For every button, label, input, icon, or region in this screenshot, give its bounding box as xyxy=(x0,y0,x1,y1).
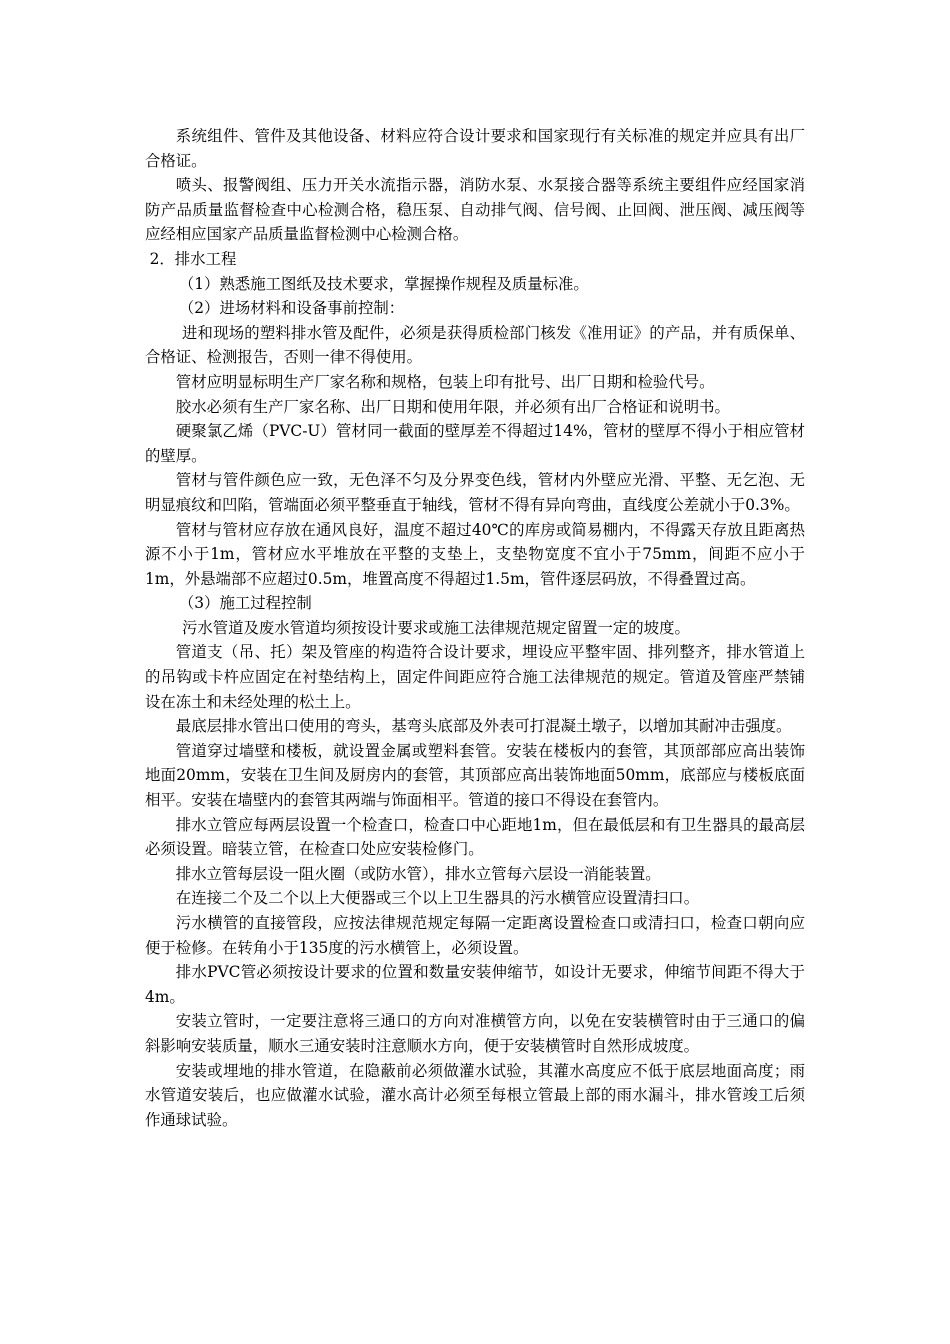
paragraph-fire-product-inspection: 喷头、报警阀组、压力开关水流指示器，消防水泵、水泵接合器等系统主要组件应经国家消防产品质量监督检查中心检测合格，稳压泵、自动排气阀、信号阀、止回阀、泄压阀、减压阀等应经相应国家产品质量监督检测中心检测合格。 xyxy=(145,176,805,244)
paragraph-pipe-storage: 管材与管材应存放在通风良好，温度不超过40℃的库房或简易棚内，不得露天存放且距离热源不小于1m，管材应水平堆放在平整的支垫上，支垫物宽度不宜小于75mm，间距不应小于1m，外悬端部不应超过0.5m，堆置高度不得超过1.5m，管件逐层码放，不得叠置过高。 xyxy=(145,520,805,588)
paragraph-pipe-appearance: 管材与管件颜色应一致，无色泽不匀及分界变色线，管材内外壁应光滑、平整、无乞泡、无明显痕纹和凹陷，管端面必须平整垂直于轴线，管材不得有异向弯曲，直线度公差就小于0.3%。 xyxy=(145,471,805,514)
paragraph-inspection-port: 排水立管应每两层设置一个检查口，检查口中心距地1m，但在最低层和有卫生器具的最高层必须设置。暗装立管，在检查口处应安装检修门。 xyxy=(145,815,805,859)
paragraph-pvc-wall-thickness: 硬聚氯乙烯（PVC-U）管材同一截面的壁厚差不得超过14%，管材的壁厚不得小于相应管材的壁厚。 xyxy=(145,422,805,465)
paragraph-sleeves: 管道穿过墙壁和楼板，就设置金属或塑料套管。安装在楼板内的套管，其顶部部应高出装饰地面20mm，安装在卫生间及厨房内的套管，其顶部应高出装饰地面50mm，底部应与楼板底面相平。安装在墙壁内的套管其两端与饰面相平。管道的接口不得设在套管内。 xyxy=(145,741,805,810)
paragraph-riser-install: 安装立管时，一定要注意将三通口的方向对准横管方向，以免在安装横管时由于三通口的偏斜影响安装质量，顺水三通安装时注意顺水方向，便于安装横管时自然形成坡度。 xyxy=(145,1012,805,1055)
subheading-process-control: （3）施工过程控制 xyxy=(178,594,312,613)
subheading-material-control: （2）进场材料和设备事前控制： xyxy=(178,299,405,318)
paragraph-cleanout: 在连接二个及二个以上大便器或三个以上卫生器具的污水横管应设置清扫口。 xyxy=(175,889,700,908)
paragraph-component-certificate: 系统组件、管件及其他设备、材料应符合设计要求和国家现行有关标准的规定并应具有出厂合格证。 xyxy=(145,127,805,170)
paragraph-expansion-joint: 排水PVC管必须按设计要求的位置和数量安装伸缩节，如设计无要求，伸缩节间距不得大于4m。 xyxy=(145,963,805,1006)
paragraph-slope: 污水管道及废水管道均须按设计要求或施工法律规范规定留置一定的坡度。 xyxy=(181,618,690,637)
paragraph-horizontal-pipe: 污水横管的直接管段，应按法律规范规定每隔一定距离设置检查口或清扫口，检查口朝向应便于检修。在转角小于135度的污水横管上，必须设置。 xyxy=(145,914,805,957)
paragraph-supports: 管道支（吊、托）架及管座的构造符合设计要求，埋设应平整牢固、排列整齐，排水管道上的吊钩或卡杵应固定在衬垫结构上，固定件间距应符合施工法律规范的规定。管道及管座严禁铺设在冻土和未经处理的松土上。 xyxy=(145,643,805,711)
paragraph-pipe-marking: 管材应明显标明生产厂家名称和规格，包装上印有批号、出厂日期和检验代号。 xyxy=(175,372,715,391)
paragraph-glue: 胶水必须有生产厂家名称、出厂日期和使用年限，并必须有出厂合格证和说明书。 xyxy=(175,397,730,416)
paragraph-water-test: 安装或埋地的排水管道，在隐蔽前必须做灌水试验，其灌水高度应不低于底层地面高度；雨水管道安装后，也应做灌水试验，灌水高计必须至每根立管最上部的雨水漏斗，排水管竣工后须作通球试验。 xyxy=(145,1061,805,1129)
paragraph-fire-ring: 排水立管每层设一阻火圈（或防水管），排水立管每六层设一消能装置。 xyxy=(175,864,661,883)
section-heading-drainage: 2．排水工程 xyxy=(149,249,237,268)
subheading-drawings: （1）熟悉施工图纸及技术要求，掌握操作规程及质量标准。 xyxy=(178,274,589,293)
paragraph-bottom-elbow: 最底层排水管出口使用的弯头，基弯头底部及外表可打混凝土墩子，以增加其耐冲击强度。 xyxy=(175,717,792,736)
document-body xyxy=(145,124,805,1132)
paragraph-plastic-pipe-permit: 进和现场的塑料排水管及配件，必须是获得质检部门核发《准用证》的产品，并有质保单、合格证、检测报告，否则一律不得使用。 xyxy=(145,323,805,367)
